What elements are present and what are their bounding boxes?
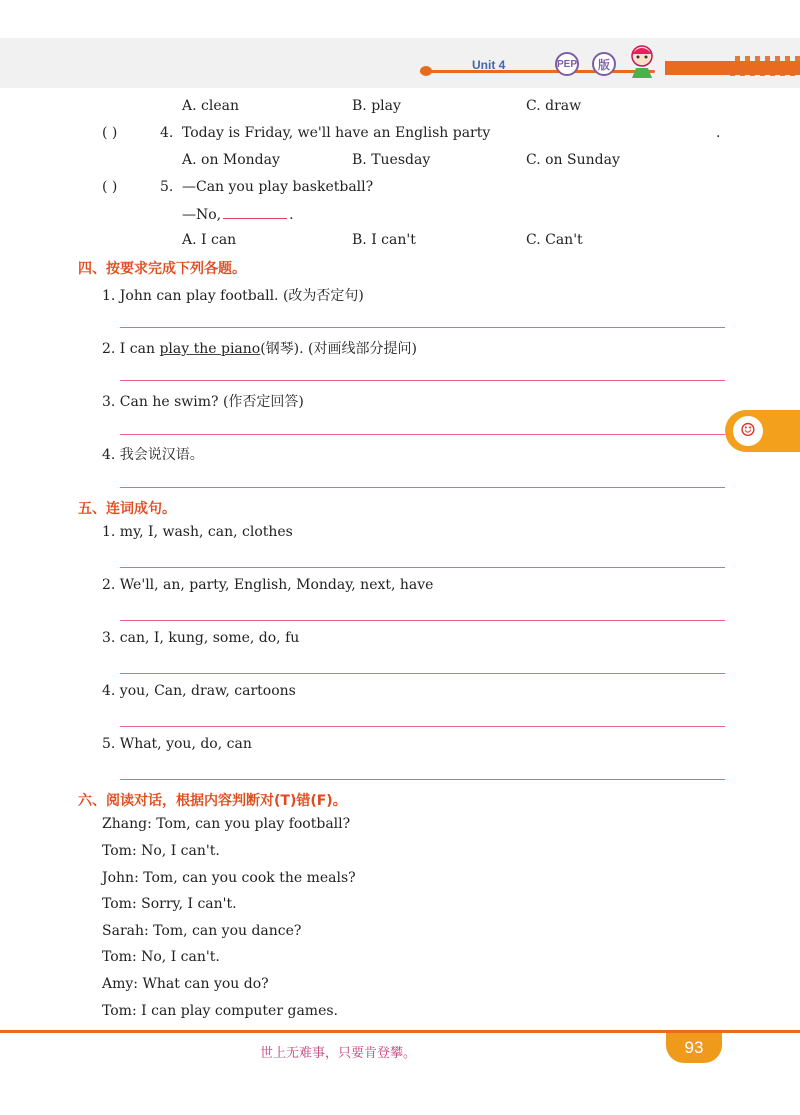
q3-option-c: C. draw [526, 98, 582, 114]
cartoon-girl-icon [622, 40, 662, 80]
section5-item-1: 1. my, I, wash, can, clothes [102, 524, 293, 540]
unit-label: Unit 4 [472, 58, 506, 72]
q5-stem: —Can you play basketball? [182, 179, 374, 195]
dialog-line: Tom: I can play computer games. [102, 1003, 338, 1019]
section5-answer-line-1[interactable] [120, 567, 725, 568]
q3-option-a: A. clean [182, 98, 239, 114]
q5-response [182, 206, 294, 223]
q5-blank[interactable] [223, 206, 287, 219]
dialog-line: Tom: Sorry, I can't. [102, 896, 237, 912]
dialog-line: Sarah: Tom, can you dance? [102, 923, 302, 939]
header-dot [420, 66, 432, 76]
dialog-line: Zhang: Tom, can you play football? [102, 816, 351, 832]
section5-item-5: 5. What, you, do, can [102, 736, 252, 752]
q5-response-text: —No, [182, 207, 222, 223]
dialog-line: Tom: No, I can't. [102, 949, 220, 965]
header-rule [420, 70, 655, 73]
dialog-line: Tom: No, I can't. [102, 843, 220, 859]
q4-stem: Today is Friday, we'll have an English party [182, 125, 491, 141]
q4-option-a: A. on Monday [182, 152, 280, 168]
section4-item-2-underlined: play the piano [159, 341, 261, 357]
section4-answer-line-4[interactable] [120, 487, 725, 488]
dialog-line: Amy: What can you do? [102, 976, 269, 992]
pep-badge: PEP [555, 52, 579, 76]
header-checker-pattern [730, 56, 800, 76]
section4-answer-line-1[interactable] [120, 327, 725, 328]
section5-title: 五、连词成句。 [78, 501, 176, 517]
page-number: 93 [666, 1033, 722, 1063]
section5-answer-line-5[interactable] [120, 779, 725, 780]
section4-item-2-rest: (钢琴). (对画线部分提问) [260, 341, 417, 357]
section4-item-4: 4. 我会说汉语。 [102, 447, 204, 463]
section5-item-4: 4. you, Can, draw, cartoons [102, 683, 296, 699]
section4-item-2-start: 2. I can [102, 341, 155, 357]
section4-item-2 [102, 338, 417, 358]
q5-option-b: B. I can't [352, 232, 416, 248]
section4-answer-line-3[interactable] [120, 434, 725, 435]
q5-number: 5. [160, 179, 174, 195]
q4-option-b: B. Tuesday [352, 152, 431, 168]
q4-end: . [716, 125, 721, 141]
section5-answer-line-4[interactable] [120, 726, 725, 727]
section5-answer-line-2[interactable] [120, 620, 725, 621]
section6-title: 六、阅读对话，根据内容判断对(T)错(F)。 [78, 793, 347, 809]
edition-badge: 版 [592, 52, 616, 76]
q4-number: 4. [160, 125, 174, 141]
q5-option-c: C. Can't [526, 232, 583, 248]
section5-answer-line-3[interactable] [120, 673, 725, 674]
dialog-line: John: Tom, can you cook the meals? [102, 870, 356, 886]
footer-motto: 世上无难事，只要肯登攀。 [260, 1046, 417, 1061]
section4-item-3: 3. Can he swim? (作否定回答) [102, 394, 304, 410]
q5-option-a: A. I can [182, 232, 237, 248]
q3-option-b: B. play [352, 98, 401, 114]
section4-answer-line-2[interactable] [120, 380, 725, 381]
section4-title: 四、按要求完成下列各题。 [78, 261, 246, 277]
section5-item-3: 3. can, I, kung, some, do, fu [102, 630, 300, 646]
section5-item-2: 2. We'll, an, party, English, Monday, next, have [102, 577, 434, 593]
q5-answer-paren: ( ) [102, 179, 118, 195]
q5-response-end: . [289, 207, 294, 223]
q4-answer-paren: ( ) [102, 125, 118, 141]
cartoon-fox-icon: ☺ [733, 416, 763, 446]
q4-option-c: C. on Sunday [526, 152, 620, 168]
section4-item-1: 1. John can play football. (改为否定句) [102, 288, 364, 304]
